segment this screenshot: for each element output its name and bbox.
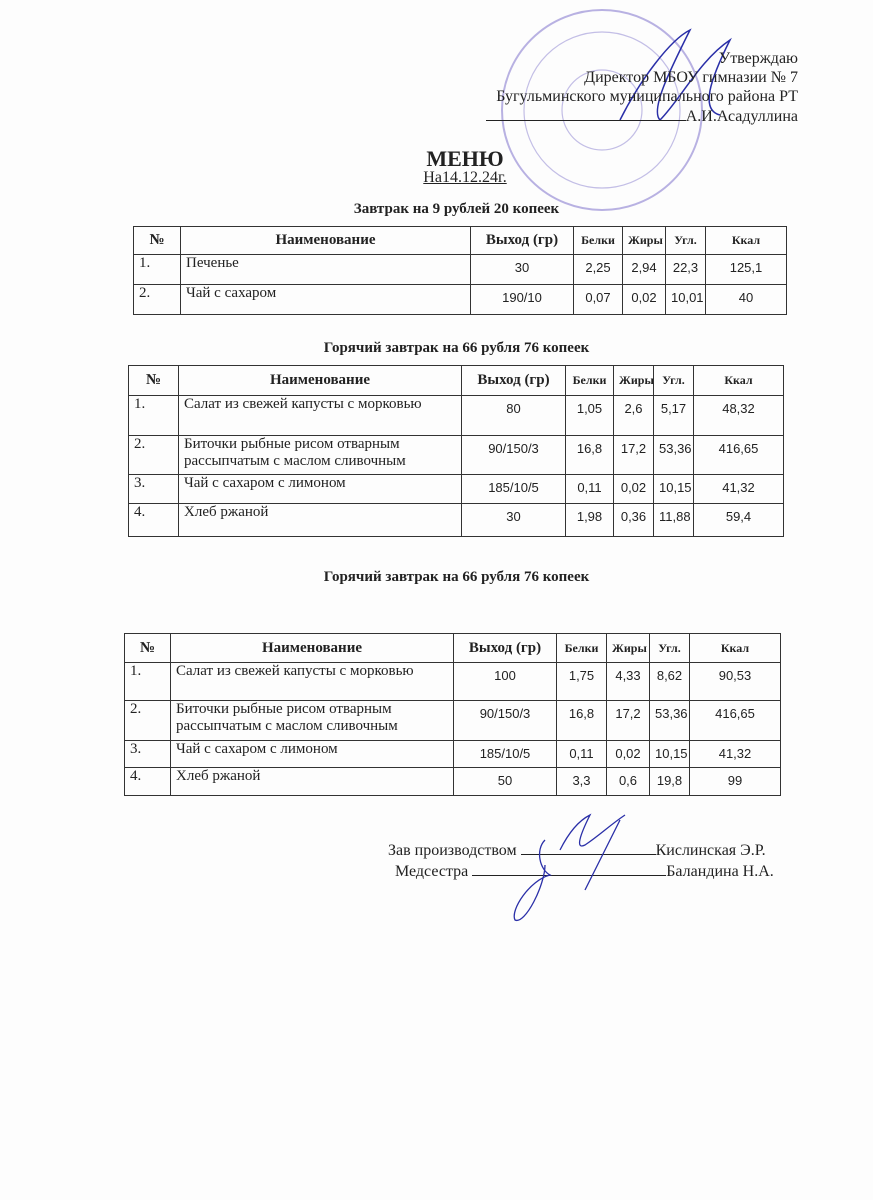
- column-header: Выход (гр): [462, 366, 566, 396]
- table-row: [125, 663, 781, 701]
- item-fat: 17,2: [607, 701, 650, 741]
- menu-date: На14.12.24г.: [423, 169, 507, 186]
- item-number: 2.: [129, 436, 179, 475]
- item-number: 2.: [125, 701, 171, 741]
- column-header: №: [134, 227, 181, 255]
- column-header: Жиры: [614, 366, 654, 396]
- item-name: Салат из свежей капусты с морковью: [171, 663, 454, 701]
- signature-name: Кислинская Э.Р.: [655, 842, 766, 859]
- item-protein: 1,98: [566, 504, 614, 537]
- column-header: Выход (гр): [471, 227, 574, 255]
- column-header: Ккал: [694, 366, 784, 396]
- item-yield: 100: [454, 663, 557, 701]
- item-protein: 2,25: [574, 255, 623, 285]
- item-kcal: 416,65: [690, 701, 781, 741]
- item-name: Салат из свежей капусты с морковью: [179, 396, 462, 436]
- item-yield: 185/10/5: [462, 475, 566, 504]
- item-name: Чай с сахаром: [181, 285, 471, 315]
- table-row: [129, 436, 784, 475]
- item-kcal: 99: [690, 768, 781, 796]
- item-name: Чай с сахаром с лимоном: [171, 741, 454, 768]
- approval-name: А.И.Асадуллина: [685, 108, 798, 125]
- column-header: Белки: [557, 634, 607, 663]
- item-protein: 0,11: [557, 741, 607, 768]
- section-caption: Горячий завтрак на 66 рубля 76 копеек: [323, 340, 590, 356]
- item-carbs: 8,62: [650, 663, 690, 701]
- item-kcal: 41,32: [690, 741, 781, 768]
- item-fat: 2,6: [614, 396, 654, 436]
- menu-table: [133, 226, 787, 315]
- item-fat: 2,94: [623, 255, 666, 285]
- item-fat: 4,33: [607, 663, 650, 701]
- column-header: Белки: [566, 366, 614, 396]
- item-name: Биточки рыбные рисом отварным рассыпчатым с маслом сливочным: [179, 436, 462, 475]
- item-yield: 80: [462, 396, 566, 436]
- column-header: Белки: [574, 227, 623, 255]
- approval-block: [486, 49, 798, 126]
- item-kcal: 90,53: [690, 663, 781, 701]
- table-header-row: [134, 227, 787, 255]
- item-fat: 0,6: [607, 768, 650, 796]
- item-number: 1.: [129, 396, 179, 436]
- table-row: [134, 255, 787, 285]
- menu-table: [124, 633, 781, 796]
- item-yield: 90/150/3: [454, 701, 557, 741]
- item-fat: 0,02: [623, 285, 666, 315]
- signature-role: Медсестра: [395, 863, 469, 880]
- column-header: Наименование: [171, 634, 454, 663]
- item-kcal: 41,32: [694, 475, 784, 504]
- item-kcal: 416,65: [694, 436, 784, 475]
- signature-name: Баландина Н.А.: [666, 863, 774, 880]
- item-protein: 3,3: [557, 768, 607, 796]
- item-carbs: 53,36: [654, 436, 694, 475]
- approval-position: Директор МБОУ гимназии № 7: [584, 69, 798, 86]
- page-title: МЕНЮ: [426, 146, 504, 171]
- column-header: №: [129, 366, 179, 396]
- item-yield: 50: [454, 768, 557, 796]
- item-yield: 90/150/3: [462, 436, 566, 475]
- item-number: 3.: [125, 741, 171, 768]
- table-header-row: [125, 634, 781, 663]
- item-yield: 185/10/5: [454, 741, 557, 768]
- item-carbs: 11,88: [654, 504, 694, 537]
- column-header: Выход (гр): [454, 634, 557, 663]
- item-yield: 30: [471, 255, 574, 285]
- item-number: 1.: [134, 255, 181, 285]
- item-fat: 17,2: [614, 436, 654, 475]
- item-yield: 30: [462, 504, 566, 537]
- column-header: Жиры: [607, 634, 650, 663]
- item-fat: 0,02: [607, 741, 650, 768]
- item-name: Чай с сахаром с лимоном: [179, 475, 462, 504]
- item-name: Хлеб ржаной: [171, 768, 454, 796]
- section-caption: Завтрак на 9 рублей 20 копеек: [353, 201, 560, 217]
- item-protein: 0,07: [574, 285, 623, 315]
- table-row: [129, 396, 784, 436]
- item-number: 4.: [125, 768, 171, 796]
- item-name: Хлеб ржаной: [179, 504, 462, 537]
- table-row: [129, 504, 784, 537]
- item-protein: 16,8: [566, 436, 614, 475]
- item-carbs: 10,01: [666, 285, 706, 315]
- column-header: №: [125, 634, 171, 663]
- column-header: Угл.: [650, 634, 690, 663]
- item-protein: 16,8: [557, 701, 607, 741]
- item-number: 1.: [125, 663, 171, 701]
- column-header: Угл.: [654, 366, 694, 396]
- item-carbs: 10,15: [650, 741, 690, 768]
- signature-role: Зав производством: [388, 842, 517, 859]
- table-row: [125, 741, 781, 768]
- table-header-row: [129, 366, 784, 396]
- column-header: Наименование: [181, 227, 471, 255]
- approval-label: Утверждаю: [718, 50, 798, 67]
- item-number: 3.: [129, 475, 179, 504]
- item-name: Биточки рыбные рисом отварным рассыпчатым с маслом сливочным: [171, 701, 454, 741]
- item-number: 4.: [129, 504, 179, 537]
- column-header: Жиры: [623, 227, 666, 255]
- item-protein: 0,11: [566, 475, 614, 504]
- table-row: [125, 701, 781, 741]
- section-caption: Горячий завтрак на 66 рубля 76 копеек: [323, 569, 590, 585]
- item-number: 2.: [134, 285, 181, 315]
- approval-organization: Бугульминского муниципального района РТ: [496, 88, 798, 105]
- item-name: Печенье: [181, 255, 471, 285]
- item-protein: 1,05: [566, 396, 614, 436]
- table-row: [129, 475, 784, 504]
- column-header: Наименование: [179, 366, 462, 396]
- item-fat: 0,02: [614, 475, 654, 504]
- column-header: Ккал: [690, 634, 781, 663]
- table-row: [125, 768, 781, 796]
- item-carbs: 53,36: [650, 701, 690, 741]
- handwritten-signatures: [490, 810, 650, 930]
- item-fat: 0,36: [614, 504, 654, 537]
- item-carbs: 22,3: [666, 255, 706, 285]
- item-kcal: 59,4: [694, 504, 784, 537]
- column-header: Угл.: [666, 227, 706, 255]
- item-carbs: 5,17: [654, 396, 694, 436]
- item-carbs: 19,8: [650, 768, 690, 796]
- item-yield: 190/10: [471, 285, 574, 315]
- signature-line: [486, 106, 686, 121]
- column-header: Ккал: [706, 227, 787, 255]
- item-kcal: 125,1: [706, 255, 787, 285]
- item-kcal: 48,32: [694, 396, 784, 436]
- menu-table: [128, 365, 784, 537]
- table-row: [134, 285, 787, 315]
- item-kcal: 40: [706, 285, 787, 315]
- item-protein: 1,75: [557, 663, 607, 701]
- item-carbs: 10,15: [654, 475, 694, 504]
